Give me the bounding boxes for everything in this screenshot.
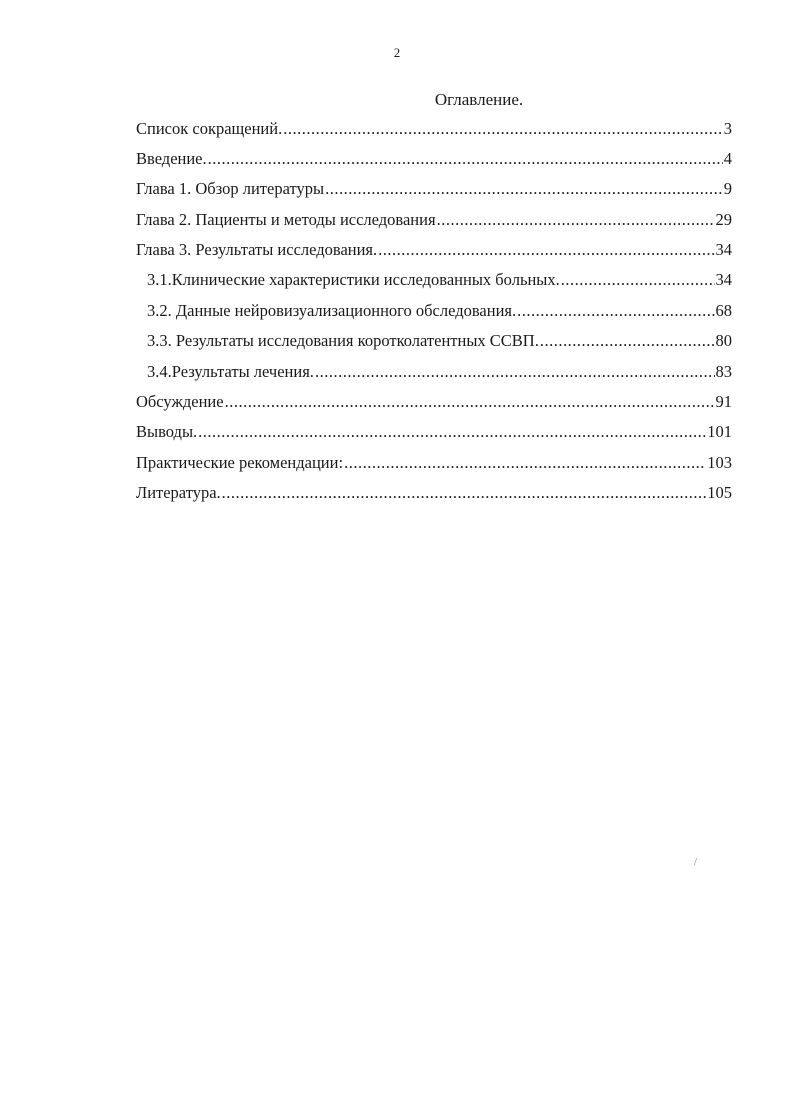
toc-entry-page: 101 xyxy=(707,422,732,441)
toc-entry-page: 91 xyxy=(715,392,732,411)
toc-entry-page: 4 xyxy=(723,149,732,168)
toc-entry-label: Литература. xyxy=(136,483,221,502)
toc-entry-label: 3.3. Результаты исследования коротколатентных ССВП. xyxy=(147,331,539,350)
page-number: 2 xyxy=(393,45,401,60)
toc-entry-label: 3.1.Клинические характеристики исследованных больных. xyxy=(147,270,560,289)
toc-leader-dots xyxy=(344,450,706,476)
toc-entry-section-3-3[interactable] xyxy=(147,328,732,354)
toc-entry-page: 34 xyxy=(715,240,732,259)
toc-entry-label: Практические рекомендации: xyxy=(136,453,344,472)
toc-leader-dots xyxy=(325,176,723,202)
toc-leader-dots xyxy=(283,116,723,142)
toc-entry-chapter-2[interactable] xyxy=(136,207,732,233)
toc-title: Оглавление. xyxy=(434,90,524,109)
toc-entry-chapter-3[interactable] xyxy=(136,237,732,263)
toc-entry-abbreviations[interactable] xyxy=(136,116,732,142)
toc-entry-label: 3.2. Данные нейровизуализационного обследования. xyxy=(147,301,517,320)
toc-entry-recommendations[interactable] xyxy=(136,450,732,476)
toc-entry-label: Глава 2. Пациенты и методы исследования xyxy=(136,210,436,229)
toc-entry-conclusions[interactable] xyxy=(136,419,732,445)
toc-leader-dots xyxy=(561,267,715,293)
toc-entry-page: 29 xyxy=(715,210,732,229)
toc-entry-section-3-4[interactable] xyxy=(147,359,732,385)
toc-leader-dots xyxy=(208,146,723,172)
toc-entry-label: Выводы. xyxy=(136,422,198,441)
toc-entry-label: Обсуждение xyxy=(136,392,224,411)
toc-entry-label: Глава 3. Результаты исследования. xyxy=(136,240,378,259)
scan-artifact-mark: / xyxy=(694,856,698,868)
toc-entry-label: 3.4.Результаты лечения. xyxy=(147,362,314,381)
toc-entry-page: 103 xyxy=(707,453,732,472)
toc-entry-page: 80 xyxy=(715,331,732,350)
toc-entry-page: 83 xyxy=(715,362,732,381)
toc-entry-page: 3 xyxy=(723,119,732,138)
toc-entry-chapter-1[interactable] xyxy=(136,176,732,202)
toc-entry-introduction[interactable] xyxy=(136,146,732,172)
toc-leader-dots xyxy=(198,419,706,445)
toc-entry-section-3-2[interactable] xyxy=(147,298,732,324)
toc-entry-page: 34 xyxy=(715,270,732,289)
toc-leader-dots xyxy=(437,207,715,233)
toc-leader-dots xyxy=(540,328,715,354)
toc-leader-dots xyxy=(225,389,715,415)
toc-entry-references[interactable] xyxy=(136,480,732,506)
toc-entry-page: 105 xyxy=(707,483,732,502)
toc-entry-page: 68 xyxy=(715,301,732,320)
toc-entry-section-3-1[interactable] xyxy=(147,267,732,293)
toc-entry-page: 9 xyxy=(723,179,732,198)
toc-entry-label: Введение. xyxy=(136,149,207,168)
toc-leader-dots xyxy=(315,359,715,385)
toc-leader-dots xyxy=(378,237,714,263)
toc-leader-dots xyxy=(222,480,707,506)
toc-leader-dots xyxy=(517,298,714,324)
toc-entry-label: Глава 1. Обзор литературы xyxy=(136,179,325,198)
toc-entry-label: Список сокращений. xyxy=(136,119,283,138)
toc-entry-discussion[interactable] xyxy=(136,389,732,415)
